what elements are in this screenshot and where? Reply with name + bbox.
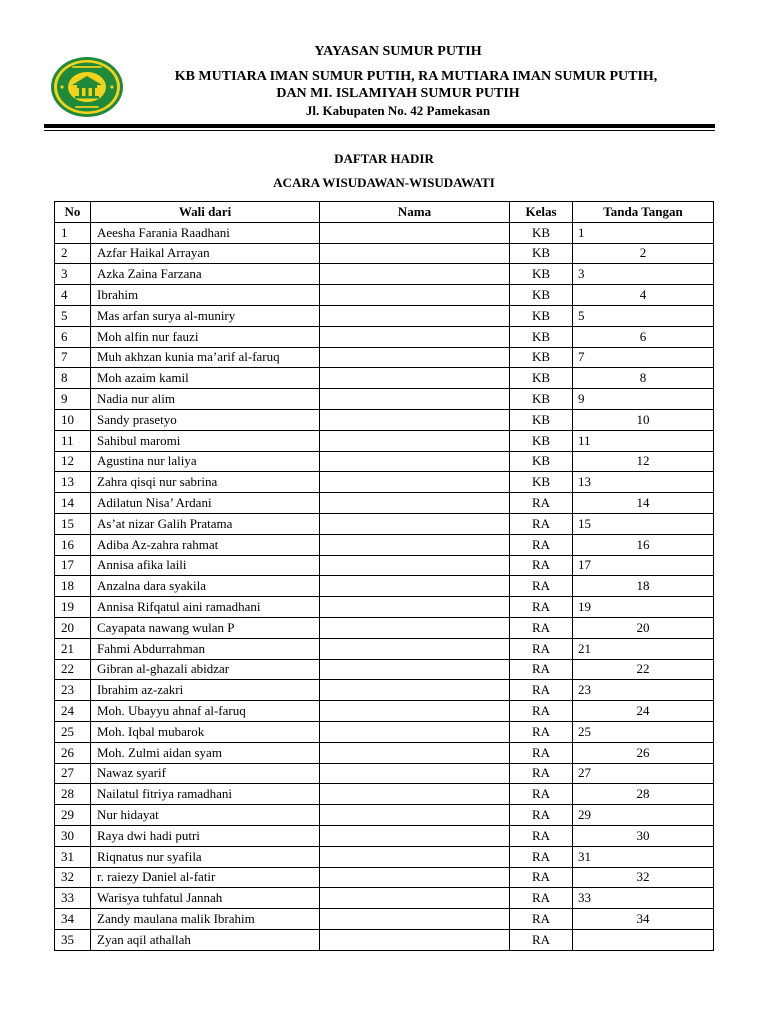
address: Jl. Kabupaten No. 42 Pamekasan [305,103,491,118]
row-kelas: KB [510,264,573,285]
row-tanda-tangan: 18 [573,576,714,597]
row-nama [320,929,510,950]
row-nama [320,617,510,638]
row-kelas: KB [510,409,573,430]
row-nama [320,368,510,389]
row-nama [320,805,510,826]
row-wali-dari: Ibrahim az-zakri [91,680,320,701]
row-number: 20 [55,617,91,638]
table-row [55,576,714,597]
row-nama [320,513,510,534]
row-tanda-tangan: 22 [573,659,714,680]
row-kelas: RA [510,763,573,784]
table-row [55,326,714,347]
row-kelas: KB [510,285,573,306]
row-tanda-tangan [573,929,714,950]
row-kelas: RA [510,825,573,846]
row-number: 14 [55,493,91,514]
row-tanda-tangan: 16 [573,534,714,555]
row-wali-dari: Nawaz syarif [91,763,320,784]
row-kelas: RA [510,846,573,867]
row-nama [320,784,510,805]
table-row [55,721,714,742]
row-wali-dari: Warisya tuhfatul Jannah [91,888,320,909]
header-kelas: Kelas [510,202,573,223]
row-nama [320,430,510,451]
table-row [55,742,714,763]
row-kelas: RA [510,534,573,555]
row-number: 15 [55,513,91,534]
table-row [55,534,714,555]
row-kelas: RA [510,805,573,826]
row-wali-dari: Aeesha Farania Raadhani [91,222,320,243]
row-wali-dari: Adiba Az-zahra rahmat [91,534,320,555]
row-wali-dari: Sahibul maromi [91,430,320,451]
row-nama [320,909,510,930]
row-nama [320,763,510,784]
row-kelas: RA [510,493,573,514]
row-nama [320,264,510,285]
table-row [55,659,714,680]
row-number: 18 [55,576,91,597]
row-nama [320,472,510,493]
row-wali-dari: Moh. Zulmi aidan syam [91,742,320,763]
row-number: 28 [55,784,91,805]
row-tanda-tangan: 9 [573,389,714,410]
row-kelas: RA [510,867,573,888]
row-number: 4 [55,285,91,306]
attendance-table [54,201,714,951]
table-row [55,368,714,389]
table-row [55,867,714,888]
row-nama [320,243,510,264]
row-wali-dari: Anzalna dara syakila [91,576,320,597]
row-kelas: KB [510,451,573,472]
table-row [55,305,714,326]
table-row [55,680,714,701]
row-wali-dari: Mas arfan surya al-muniry [91,305,320,326]
row-nama [320,493,510,514]
table-row [55,597,714,618]
row-wali-dari: Riqnatus nur syafila [91,846,320,867]
row-nama [320,638,510,659]
row-number: 35 [55,929,91,950]
table-row [55,825,714,846]
table-row [55,243,714,264]
row-nama [320,555,510,576]
row-wali-dari: Zyan aqil athallah [91,929,320,950]
row-wali-dari: Nadia nur alim [91,389,320,410]
row-number: 6 [55,326,91,347]
row-wali-dari: Moh. Ubayyu ahnaf al-faruq [91,701,320,722]
row-kelas: RA [510,909,573,930]
school-names-line-2: DAN MI. ISLAMIYAH SUMUR PUTIH [276,86,520,101]
table-row [55,805,714,826]
row-tanda-tangan: 28 [573,784,714,805]
school-names-line-1: KB MUTIARA IMAN SUMUR PUTIH, RA MUTIARA IMAN SUMUR PUTIH, [174,69,658,84]
row-tanda-tangan: 30 [573,825,714,846]
row-tanda-tangan: 34 [573,909,714,930]
row-nama [320,451,510,472]
foundation-name: YAYASAN SUMUR PUTIH [314,44,482,59]
row-nama [320,825,510,846]
row-tanda-tangan: 21 [573,638,714,659]
row-number: 11 [55,430,91,451]
row-number: 27 [55,763,91,784]
row-kelas: KB [510,222,573,243]
row-wali-dari: Sandy prasetyo [91,409,320,430]
row-number: 5 [55,305,91,326]
row-wali-dari: Raya dwi hadi putri [91,825,320,846]
row-kelas: RA [510,888,573,909]
table-row [55,555,714,576]
row-tanda-tangan: 13 [573,472,714,493]
row-kelas: RA [510,680,573,701]
row-kelas: RA [510,576,573,597]
row-kelas: RA [510,659,573,680]
row-number: 24 [55,701,91,722]
row-nama [320,389,510,410]
row-kelas: KB [510,305,573,326]
row-nama [320,846,510,867]
row-number: 9 [55,389,91,410]
row-number: 2 [55,243,91,264]
row-nama [320,867,510,888]
row-wali-dari: Azka Zaina Farzana [91,264,320,285]
row-number: 16 [55,534,91,555]
header-tanda-tangan: Tanda Tangan [573,202,714,223]
row-nama [320,742,510,763]
row-wali-dari: r. raiezy Daniel al-fatir [91,867,320,888]
row-wali-dari: Gibran al-ghazali abidzar [91,659,320,680]
row-kelas: KB [510,430,573,451]
row-tanda-tangan: 6 [573,326,714,347]
document-subtitle: ACARA WISUDAWAN-WISUDAWATI [273,175,495,190]
table-row [55,617,714,638]
row-tanda-tangan: 26 [573,742,714,763]
table-row [55,472,714,493]
row-kelas: RA [510,742,573,763]
row-wali-dari: Nur hidayat [91,805,320,826]
row-tanda-tangan: 31 [573,846,714,867]
row-tanda-tangan: 10 [573,409,714,430]
row-tanda-tangan: 8 [573,368,714,389]
row-wali-dari: Moh. Iqbal mubarok [91,721,320,742]
row-kelas: RA [510,555,573,576]
row-tanda-tangan: 19 [573,597,714,618]
document-title: DAFTAR HADIR [334,151,434,166]
row-wali-dari: Fahmi Abdurrahman [91,638,320,659]
row-kelas: RA [510,929,573,950]
row-wali-dari: Zahra qisqi nur sabrina [91,472,320,493]
row-number: 34 [55,909,91,930]
row-kelas: KB [510,472,573,493]
row-tanda-tangan: 3 [573,264,714,285]
table-row [55,909,714,930]
row-nama [320,409,510,430]
table-row [55,409,714,430]
row-nama [320,597,510,618]
row-tanda-tangan: 25 [573,721,714,742]
row-nama [320,222,510,243]
row-kelas: RA [510,784,573,805]
letterhead-divider-thick [44,124,715,128]
row-number: 23 [55,680,91,701]
row-nama [320,347,510,368]
row-tanda-tangan: 5 [573,305,714,326]
row-wali-dari: Annisa afika laili [91,555,320,576]
row-nama [320,659,510,680]
row-nama [320,701,510,722]
row-number: 26 [55,742,91,763]
row-nama [320,326,510,347]
table-row [55,430,714,451]
header-nama: Nama [320,202,510,223]
row-number: 13 [55,472,91,493]
row-number: 3 [55,264,91,285]
row-tanda-tangan: 12 [573,451,714,472]
row-wali-dari: Cayapata nawang wulan P [91,617,320,638]
table-row [55,451,714,472]
row-wali-dari: Moh azaim kamil [91,368,320,389]
table-row [55,888,714,909]
row-wali-dari: As’at nizar Galih Pratama [91,513,320,534]
row-wali-dari: Zandy maulana malik Ibrahim [91,909,320,930]
row-kelas: RA [510,721,573,742]
row-nama [320,305,510,326]
row-tanda-tangan: 32 [573,867,714,888]
row-kelas: KB [510,243,573,264]
table-row [55,638,714,659]
row-number: 33 [55,888,91,909]
row-kelas: KB [510,389,573,410]
header-wali-dari: Wali dari [91,202,320,223]
row-tanda-tangan: 11 [573,430,714,451]
row-kelas: RA [510,513,573,534]
row-nama [320,680,510,701]
row-tanda-tangan: 33 [573,888,714,909]
table-header-row [55,202,714,223]
row-nama [320,534,510,555]
header-no: No [55,202,91,223]
row-number: 7 [55,347,91,368]
row-number: 21 [55,638,91,659]
table-row [55,513,714,534]
row-kelas: KB [510,347,573,368]
svg-text:YAYASAN SUMUR PUTIHPAMEKASAN: YAYASAN SUMUR PUTIHPAMEKASAN [50,56,68,57]
row-kelas: KB [510,326,573,347]
row-number: 32 [55,867,91,888]
table-row [55,389,714,410]
row-number: 17 [55,555,91,576]
row-wali-dari: Adilatun Nisa’ Ardani [91,493,320,514]
row-tanda-tangan: 17 [573,555,714,576]
row-tanda-tangan: 24 [573,701,714,722]
row-tanda-tangan: 27 [573,763,714,784]
row-nama [320,576,510,597]
row-kelas: RA [510,597,573,618]
row-number: 1 [55,222,91,243]
table-row [55,929,714,950]
row-tanda-tangan: 7 [573,347,714,368]
row-nama [320,888,510,909]
table-row [55,763,714,784]
row-tanda-tangan: 14 [573,493,714,514]
table-row [55,701,714,722]
row-tanda-tangan: 2 [573,243,714,264]
row-wali-dari: Nailatul fitriya ramadhani [91,784,320,805]
row-kelas: RA [510,701,573,722]
row-number: 22 [55,659,91,680]
row-number: 19 [55,597,91,618]
row-wali-dari: Muh akhzan kunia ma’arif al-faruq [91,347,320,368]
row-kelas: RA [510,638,573,659]
table-row [55,264,714,285]
row-kelas: RA [510,617,573,638]
row-number: 10 [55,409,91,430]
table-row [55,347,714,368]
letterhead-divider-thin [44,130,715,131]
row-tanda-tangan: 1 [573,222,714,243]
row-wali-dari: Annisa Rifqatul aini ramadhani [91,597,320,618]
row-tanda-tangan: 29 [573,805,714,826]
row-number: 12 [55,451,91,472]
row-number: 30 [55,825,91,846]
row-number: 31 [55,846,91,867]
row-wali-dari: Ibrahim [91,285,320,306]
row-number: 8 [55,368,91,389]
row-number: 29 [55,805,91,826]
row-kelas: KB [510,368,573,389]
row-tanda-tangan: 4 [573,285,714,306]
row-nama [320,285,510,306]
table-row [55,784,714,805]
row-wali-dari: Azfar Haikal Arrayan [91,243,320,264]
table-row [55,222,714,243]
table-row [55,846,714,867]
row-nama [320,721,510,742]
row-tanda-tangan: 15 [573,513,714,534]
table-row [55,493,714,514]
row-number: 25 [55,721,91,742]
table-row [55,285,714,306]
row-wali-dari: Agustina nur laliya [91,451,320,472]
row-tanda-tangan: 20 [573,617,714,638]
row-wali-dari: Moh alfin nur fauzi [91,326,320,347]
row-tanda-tangan: 23 [573,680,714,701]
